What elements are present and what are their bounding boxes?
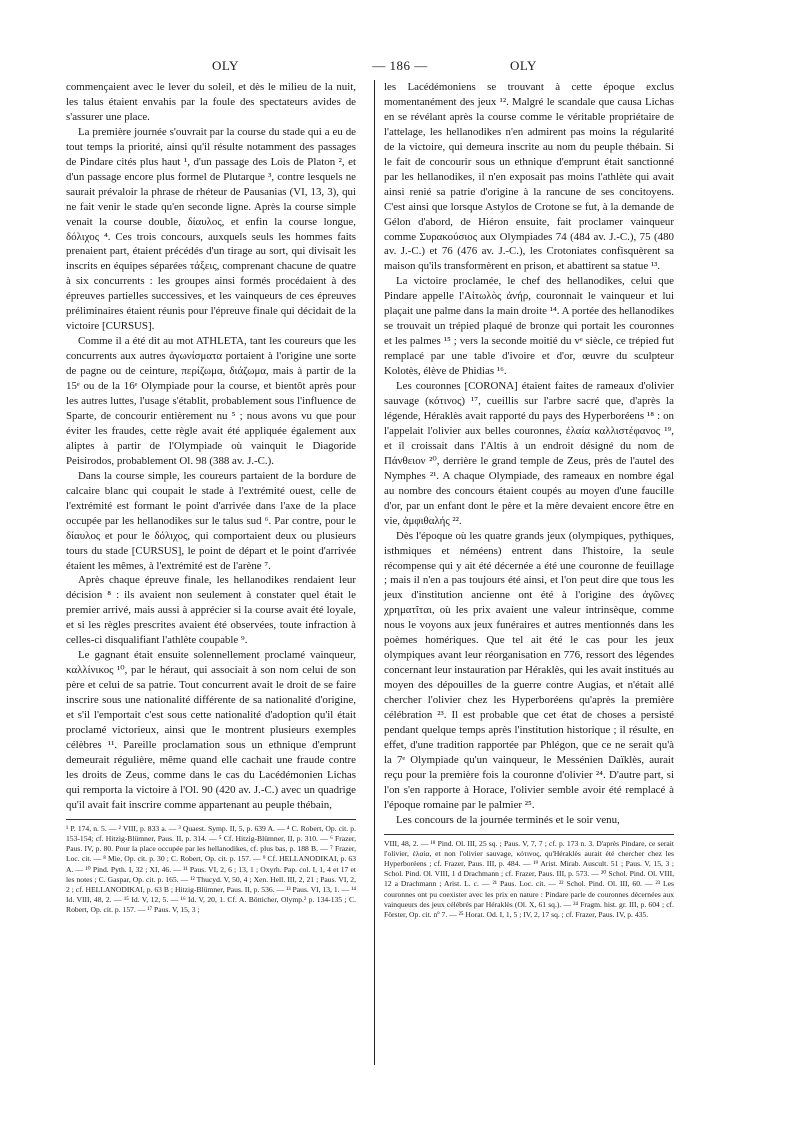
footnotes: VIII, 48, 2. — ¹⁸ Pind. Ol. III, 25 sq. ; Paus. V, 7, 7 ; cf. p. 173 n. 3. D'après Pindare, ce serait l'olivier, ἐλαία, et non l'olivier sauvage, κότινος, qu'Héraklès aurait été chercher chez les Hyperboréens ; cf. Frazer, Paus. III, p. 484. — ¹⁹ Arist. Mirab. Auscult. 51 ; Paus. V, 15, 3 ; Schol. Pind. Ol. VIII, 1 d Drachmann ; cf. Frazer, Paus. III, p. 573. — ²⁰ Schol. Pind. Ol. VIII, 12 a Drachmann ; Arist. L. c. — ²¹ Paus. Loc. cit. — ²² Schol. Pind. Ol. III, 60. — ²³ Les couronnes ont pu coexister avec les prix en nature : Pindare parle de couronnes décernées aux vainqueurs des jeux célébrés par Héraklès (Ol. X, 61 sq.). — ²⁴ Fragm. hist. gr. III, p. 604 ; cf. Förster, Op. cit. nº 7. — ²⁵ Horat. Od. I, 1, 5 ; IV, 2, 17 sq. ; cf. Frazer, Paus. IV, p. 435. bbox=[384, 838, 674, 920]
page-number: — 186 — bbox=[372, 58, 428, 73]
paragraph: La victoire proclamée, le chef des hellanodikes, celui que Pindare appelle l'Αἰτωλὸς ἀνήρ, couronnait le vainqueur et lui plaçait une palme dans la main droite ¹⁴. A portée des hellanodikes se trouvait un trépied plaqué de bronze qui portait les couronnes et les palmes ¹⁵ ; vers la seconde moitié du vᵉ siècle, ce trépied fut remplacé par une table d'ivoire et d'or, œuvre du sculpteur Kolotès, élève de Phidias ¹⁶. bbox=[384, 275, 674, 378]
paragraph: Les concours de la journée terminés et le soir venu, bbox=[396, 813, 620, 826]
running-head-left: OLY bbox=[212, 58, 239, 73]
paragraph: Après chaque épreuve finale, les hellanodikes rendaient leur décision ⁸ : ils avaient non seulement à constater quel était le premier arrivé, mais aussi à apprécier si la course avait été loyale, et si les règles prescrites avaient été observées, toute infraction à celles-ci disqualifiant l'athlète coupable ⁹. bbox=[66, 574, 356, 647]
paragraph: commençaient avec le lever du soleil, et dès le milieu de la nuit, les talus étaient envahis par la foule des spectateurs avides de s'assurer une place. bbox=[66, 81, 356, 123]
paragraph: les Lacédémoniens se trouvant à cette époque exclus momentanément des jeux ¹². Malgré le scandale que causa Lichas en se révélant après la course comme le véritable propriétaire de l'attelage, les hellanodikes n'en admirent pas moins la régularité de la victoire, qui demeura inscrite au nom du peuple thébain. Si le fait de concourir sous un ethnique d'emprunt était sanctionné par les hellanodikes, il n'en exposait pas moins l'athlète qui avait ainsi renié sa patrie d'origine à la rancune de ses concitoyens. C'est ainsi que lorsque Astylos de Crotone se fut, à la demande de Gélon d'abord, de Hiéron ensuite, fait proclamer vainqueur comme Συρακούσιος aux Olympiades 74 (484 av. J.-C.), 75 (480 av. J.-C.) et 76 (476 av. J.-C.), les Crotoniates confisquèrent sa maison qu'ils transformèrent en prison, et abattirent sa statue ¹³. bbox=[384, 81, 674, 273]
paragraph: Dès l'époque où les quatre grands jeux (olympiques, pythiques, isthmiques et néméens) entrent dans l'histoire, la seule récompense qui y ait été décernée a été une couronne de feuillage ; mais il n'en a pas toujours été ainsi, et l'on peut dire que tous les jeux d'institution ancienne ont été à l'origine des ἀγῶνες χρηματῖται, où les prix avaient une valeur intrinsèque, comme nous le voyons aux jeux funéraires et autres mentionnés dans les poèmes homériques. Que tel ait été le cas pour les jeux olympiques avant leur réorganisation en 776, ressort des légendes concernant leur instauration par Héraklès, qui les avait institués au moyen des dépouilles de la guerre contre Augias, et n'était allé chercher l'olivier chez les Hyperboréens qu'après la première célébration ²³. Il est probable que cet état de choses a persisté pendant quelque temps après l'institution historique ; il résulte, en effet, d'une tradition rapportée par Phlégon, que ce ne serait qu'à la 7ᵉ Olympiade qu'un vainqueur, le Messénien Daïklès, aurait reçu pour la première fois la couronne d'olivier ²⁴. D'autre part, si l'on s'en rapporte à Horace, l'olivier semble avoir été remplacé à l'époque romaine par le palmier ²⁵. bbox=[384, 529, 674, 811]
paragraph: Le gagnant était ensuite solennellement proclamé vainqueur, καλλίνικος ¹⁰, par le héraut, qui associait à son nom celui de son père et celui de sa patrie. Tout concurrent avait le droit de se faire inscrire sous une nationalité différente de sa nationalité d'origine, et s'il l'emportait c'est sous cette nationalité d'adoption qu'il était proclamé victorieux, ainsi que le montrent plusieurs exemples célèbres ¹¹. Pareille proclamation sous un ethnique d'emprunt demeurait régulière, même quand elle cachait une fraude contre les droits de Zeus, comme dans le cas du Lacédémonien Lichas qui remporta la victoire à l'Ol. 90 (420 av. J.-C.) avec un quadrige qu'il avait fait inscrire comme appartenant au peuple thébain, bbox=[66, 649, 356, 811]
footnote-divider bbox=[384, 834, 674, 835]
footnotes: ¹ P. 174, n. 5. — ² VIII, p. 833 a. — ³ Quaest. Symp. II, 5, p. 639 A. — ⁴ C. Robert, Op. cit. p. 153-154; cf. Hitzig-Blümner, Paus. II, p. 314. — ⁵ Cf. Hitzig-Blümner, II, p. 310. — ⁶ Frazer, Paus. IV, p. 80. Pour la place occupée par les hellanodikes, cf. plus bas, p. 188 B. — ⁷ Frazer, Loc. cit. — ⁸ Mie, Op. cit. p. 30 ; C. Robert, Op. cit. p. 157. — ⁹ Cf. HELLANODIKAI, p. 63 A. — ¹⁰ Pind. Pyth. I, 32 ; XI, 46. — ¹¹ Paus. VI, 2, 6 ; 13, 1 ; Oxyrh. Pap. col. I, 1, 4 et 17 et les notes ; C. Gaspar, Op. cit. p. 165. — ¹² Thucyd. V, 50, 4 ; Xen. Hell. III, 2, 21 ; Paus. VI, 2, 2 ; cf. HELLANODIKAI, p. 63 B ; Hitzig-Blümner, Paus. II, p. 536. — ¹³ Paus. VI, 13, 1. — ¹⁴ Id. VIII, 48, 2. — ¹⁵ Id. V, 12, 5. — ¹⁶ Id. V, 20, 1. Cf. A. Bötticher, Olymp.² p. 134-135 ; C. Robert, Op. cit. p. 157. — ¹⁷ Paus. V, 15, 3 ; bbox=[66, 823, 356, 915]
paragraph: Les couronnes [CORONA] étaient faites de rameaux d'olivier sauvage (κότινος) ¹⁷, cueillis sur l'arbre sacré que, d'après la légende, Héraklès avait rapporté du pays des Hyperboréens ¹⁸ : on l'appelait l'olivier aux belles couronnes, ἐλαία καλλιστέφανος ¹⁹, et il croissait dans l'Altis à un endroit désigné du nom de Πάνθειον ²⁰, derrière le grand temple de Zeus, près de l'autel des Nymphes ²¹. A chaque Olympiade, des rameaux en nombre égal au nombre des concours étaient coupés au moyen d'une faucille d'or, par un enfant dont le père et la mère devaient encore être en vie, ἀμφιθαλής ²². bbox=[384, 380, 674, 527]
footnote-divider bbox=[66, 819, 356, 820]
paragraph: La première journée s'ouvrait par la course du stade qui a eu de tout temps la priorité, ainsi qu'il résulte notamment des passages de Pindare cités plus haut ¹, d'un passage des Lois de Platon ², et d'un passage encore plus formel de Plutarque ³, contre lesquels ne saurait prévaloir la phrase de rhéteur de Pausanias (VI, 13, 3), qui ne fait venir le stade qu'en seconde ligne. Après la course simple venait la course double, δίαυλος, et enfin la course longue, δόλιχος ⁴. Ces trois concours, auxquels seuls les hommes faits prenaient part, étaient précédés d'un tirage au sort, qui divisait les inscrits en équipes séparées τάξεις, comprenant chacune de quatre à six concurrents : les groupes ainsi formés procédaient à des épreuves partielles successives, et les vainqueurs de ces épreuves préliminaires étaient réunis pour l'épreuve finale qui décidait de la victoire [CURSUS]. bbox=[66, 125, 356, 333]
right-column bbox=[384, 80, 674, 920]
running-head-right: OLY bbox=[510, 58, 537, 73]
left-column bbox=[66, 80, 356, 916]
paragraph: Comme il a été dit au mot ATHLETA, tant les coureurs que les concurrents aux autres ἀγωνίσματα portaient à l'origine une sorte de pagne ou de ceinture, περίζωμα, διάζωμα, mais à partir de la 15ᵉ ou de la 16ᵉ Olympiade pour la course, et bientôt après pour les autres luttes, l'usage s'établit, probablement sous l'influence de Sparte, de concourir entièrement nu ⁵ ; nous avons vu que pour éviter les fraudes, cette règle avait été appliquée également aux aliptes à partir de l'Olympiade où vainquit le Diagoride Peisirodos, probablement Ol. 98 (388 av. J.-C.). bbox=[66, 335, 356, 467]
paragraph: Dans la course simple, les coureurs partaient de la bordure de calcaire blanc qui coupait le stade à l'extrémité ouest, celle de l'extrémité est formant le point d'arrivée dans l'axe de la place occupée par les hellanodikes sur le talus sud ⁶. Par contre, pour le δίαυλος et pour le δόλιχος, qui comportaient deux ou plusieurs tours du stade [CURSUS], le point de départ et le point d'arrivée étaient les mêmes, à l'extrémité est de l'arène ⁷. bbox=[66, 469, 356, 572]
column-divider bbox=[374, 80, 375, 1065]
